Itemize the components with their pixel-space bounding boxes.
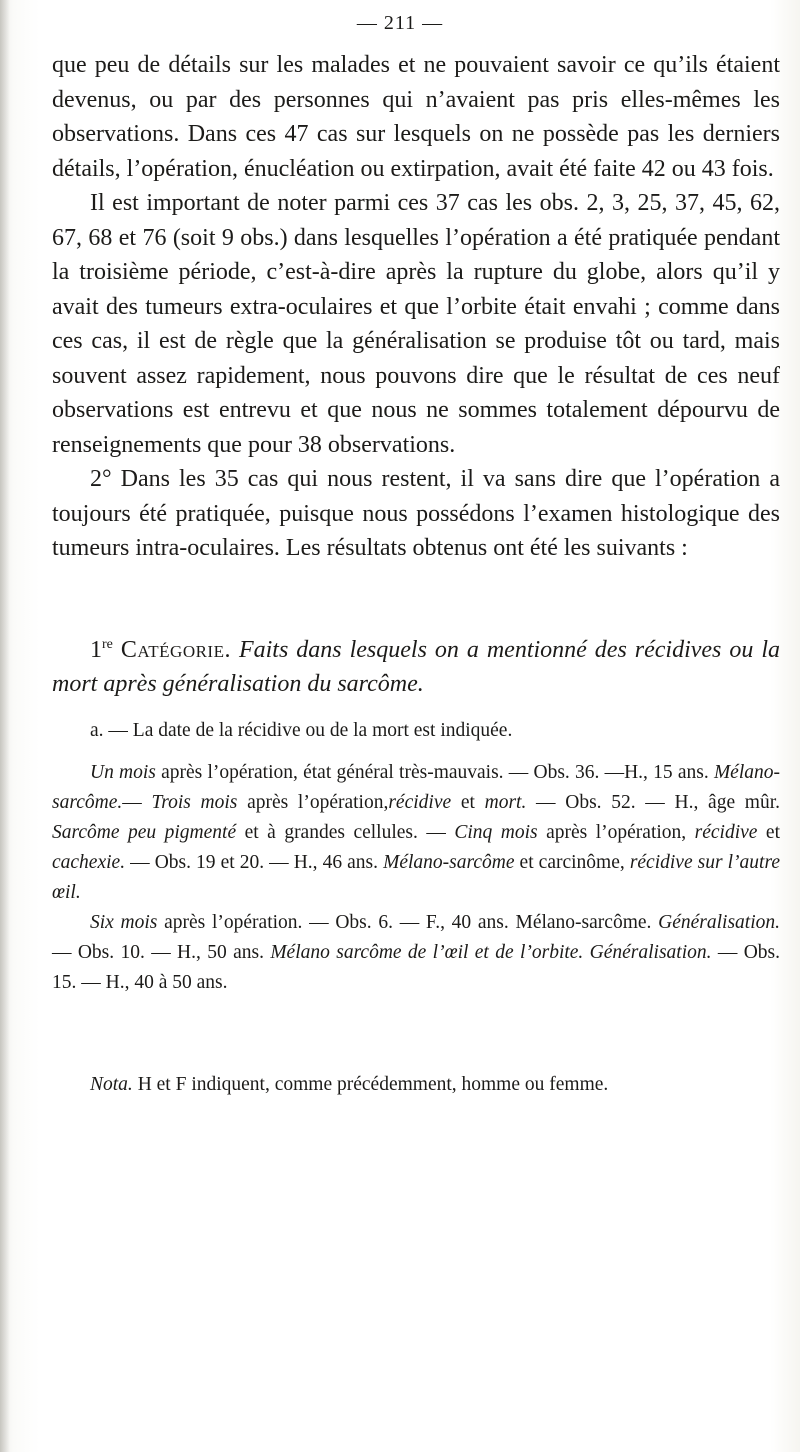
entries-block xyxy=(52,758,780,998)
entry-six-months: Six mois après l’opération. — Obs. 6. — F., 40 ans. Mélano-sarcôme. Généralisation. — Obs. 10. — H., 50 ans. Mélano sarcôme de l’œil et de l’orbite. Généralisation. — Obs. 15. — H., 40 à 50 ans. xyxy=(52,912,781,993)
paragraph-obs-list: Il est important de noter parmi ces 37 cas les obs. 2, 3, 25, 37, 45, 62, 67, 68 et 76 (soit 9 obs.) dans lesquelles l’opération a été pratiquée pendant la troisième période, c’est-à-dire après la rupture du globe, alors qu’il y avait des tumeurs extra-oculaires et que l’orbite était envahi ; comme dans ces cas, il est de règle que la généralisation se produise tôt ou tard, mais souvent assez rapidement, nous pouvons dire que le résultat de ces neuf observations est entrevu et que nous ne sommes totalement dépourvu de renseignements que pour 38 observations. xyxy=(52,190,780,458)
main-body xyxy=(52,48,780,566)
category-ordinal: re xyxy=(102,637,113,652)
binding-shadow xyxy=(0,0,10,1452)
paragraph-continuation: que peu de détails sur les malades et ne pouvaient savoir ce qu’ils étaient devenus, ou par des personnes qui n’avaient pas pris elles-mêmes les observations. Dans ces 47 cas sur lesquels on ne possède pas les derniers détails, l’opération, énucléation ou extirpation, avait été faite 42 ou 43 fois. xyxy=(52,52,780,182)
note-a-block xyxy=(52,716,780,746)
category-number: 1 xyxy=(90,637,102,663)
category-title: Faits dans lesquels on a mentionné des récidives ou la mort après généralisation du sarcôme. xyxy=(52,637,781,697)
page-number: — 211 — xyxy=(356,12,444,34)
nota-text: H et F indiquent, comme précédemment, homme ou femme. xyxy=(132,1074,609,1095)
category-heading xyxy=(52,628,780,701)
nota-label: Nota. xyxy=(90,1074,133,1095)
nota-block xyxy=(52,1070,780,1100)
category-label: Catégorie. xyxy=(120,637,231,663)
entry-lead: Six mois xyxy=(90,912,158,933)
nota xyxy=(52,1070,780,1100)
entry-lead: Un mois xyxy=(90,762,156,783)
paragraph-remaining-cases: 2° Dans les 35 cas qui nous restent, il va sans dire que l’opération a toujours été pratiquée, puisque nous possédons l’examen histologique des tumeurs intra-oculaires. Les résultats obtenus ont été les suivants : xyxy=(52,466,780,561)
entry-one-month: Un mois après l’opération, état général très-mauvais. — Obs. 36. —H., 15 ans. Mélano-sarcôme.— Trois mois après l’opération,récidive et mort. — Obs. 52. — H., âge mûr. Sarcôme peu pigmenté et à grandes cellules. — Cinq mois après l’opération, récidive et cachexie. — Obs. 19 et 20. — H., 46 ans. Mélano-sarcôme et carcinôme, récidive sur l’autre œil. xyxy=(52,762,781,903)
note-a: a. — La date de la récidive ou de la mort est indiquée. xyxy=(90,720,513,741)
